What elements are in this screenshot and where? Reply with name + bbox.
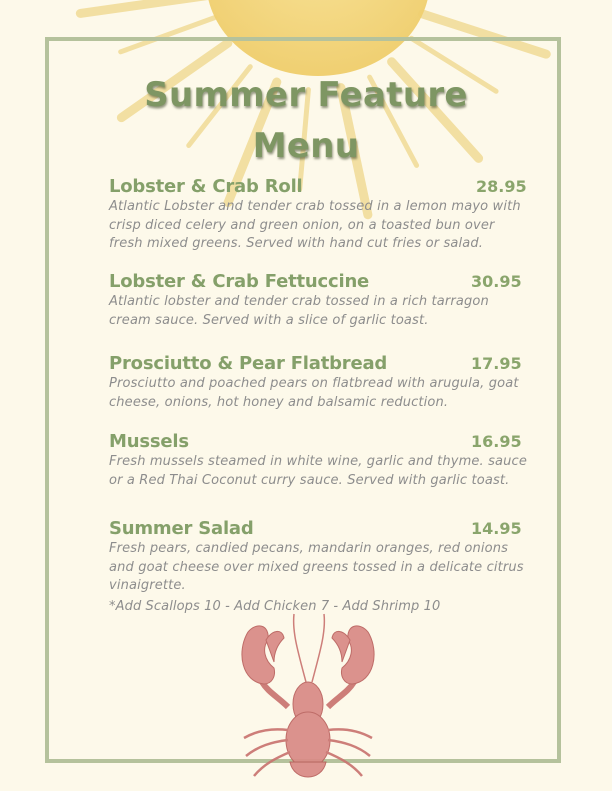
item-price: 30.95 bbox=[471, 272, 522, 291]
menu-item bbox=[109, 176, 529, 254]
item-name: Prosciutto & Pear Flatbread bbox=[109, 353, 388, 374]
item-description: Atlantic lobster and tender crab tossed in a rich tarragon cream sauce. Served with a slice of garlic toast. bbox=[109, 294, 489, 328]
item-name: Summer Salad bbox=[109, 518, 254, 539]
sun-ray bbox=[80, 0, 209, 13]
item-price: 28.95 bbox=[476, 177, 527, 196]
menu-item bbox=[109, 518, 529, 596]
menu-item bbox=[109, 271, 529, 330]
item-price: 14.95 bbox=[471, 519, 522, 538]
menu-item bbox=[109, 353, 529, 412]
menu-title-line2: Menu bbox=[252, 126, 360, 166]
item-name: Lobster & Crab Roll bbox=[109, 176, 303, 197]
addon-note: *Add Scallops 10 - Add Chicken 7 - Add Shrimp 10 bbox=[109, 599, 441, 614]
item-name: Lobster & Crab Fettuccine bbox=[109, 271, 370, 292]
item-price: 17.95 bbox=[471, 354, 522, 373]
item-description: Fresh mussels steamed in white wine, garlic and thyme. sauce or a Red Thai Coconut curry sauce. Served with garlic toast. bbox=[109, 454, 527, 488]
item-name: Mussels bbox=[109, 431, 189, 452]
menu-title-line1: Summer Feature bbox=[144, 75, 468, 115]
item-description: Prosciutto and poached pears on flatbread with arugula, goat cheese, onions, hot honey and balsamic reduction. bbox=[109, 376, 519, 410]
item-price: 16.95 bbox=[471, 432, 522, 451]
menu-item bbox=[109, 431, 529, 490]
item-description: Atlantic Lobster and tender crab tossed in a lemon mayo with crisp diced celery and green onion, on a toasted bun over fresh mixed greens. Served with hand cut fries or salad. bbox=[109, 199, 521, 251]
lobster-illustration bbox=[228, 612, 388, 791]
item-description: Fresh pears, candied pecans, mandarin oranges, red onions and goat cheese over mixed greens tossed in a delicate citrus vinaigrette. bbox=[109, 541, 524, 593]
